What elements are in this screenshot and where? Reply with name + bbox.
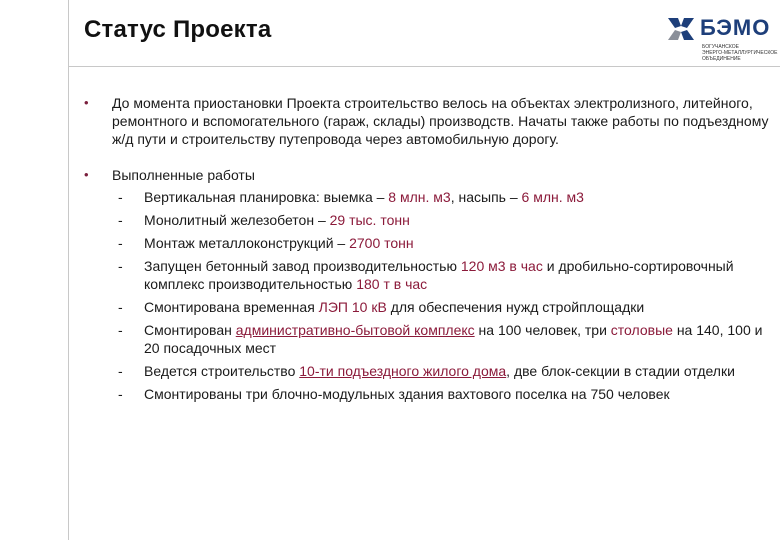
header-divider	[68, 66, 780, 67]
bullet-dot: •	[84, 95, 89, 110]
logo-subtitle: БОГУЧАНСКОЕ ЭНЕРГО-МЕТАЛЛУРГИЧЕСКОЕ ОБЪЕДИНЕНИЕ	[702, 44, 778, 62]
bullet-dot: •	[84, 167, 89, 182]
logo-name: БЭМО	[700, 15, 771, 40]
bullet-project-status	[84, 94, 774, 148]
bullet-text: До момента приостановки Проекта строительство велось на объектах электролизного, литейного, ремонтного и вспомогательного (гараж, склады) производств. Начаты также работы по подъездному ж/д пути и строительству путепровода через автомобильную дорогу.	[112, 95, 769, 147]
list-item: - Смонтирована временная ЛЭП 10 кВ для обеспечения нужд стройплощадки	[118, 299, 645, 315]
logo-mark-icon	[666, 14, 696, 44]
list-item: - Вертикальная планировка: выемка – 8 млн. м3, насыпь – 6 млн. м3	[118, 189, 584, 205]
company-logo	[662, 10, 778, 66]
list-item: - Смонтированы три блочно-модульных здания вахтового поселка на 750 человек	[118, 386, 670, 402]
list-item: - Монтаж металлоконструкций – 2700 тонн	[118, 235, 414, 251]
left-divider	[68, 0, 69, 540]
completed-works-list	[84, 188, 774, 403]
bullet-text: Выполненные работы	[112, 167, 255, 183]
list-item: - Запущен бетонный завод производительностью 120 м3 в час и дробильно-сортировочный комплекс производительностью 180 т в час	[118, 258, 734, 292]
bullet-completed-works	[84, 166, 774, 184]
list-item: - Монолитный железобетон – 29 тыс. тонн	[118, 212, 410, 228]
page-title: Статус Проекта	[84, 16, 272, 43]
status-content	[84, 94, 774, 408]
list-item: - Ведется строительство 10-ти подъездного жилого дома, две блок-секции в стадии отделки	[118, 363, 735, 379]
list-item: - Смонтирован административно-бытовой комплекс на 100 человек, три столовые на 140, 100 и 20 посадочных мест	[118, 322, 763, 356]
